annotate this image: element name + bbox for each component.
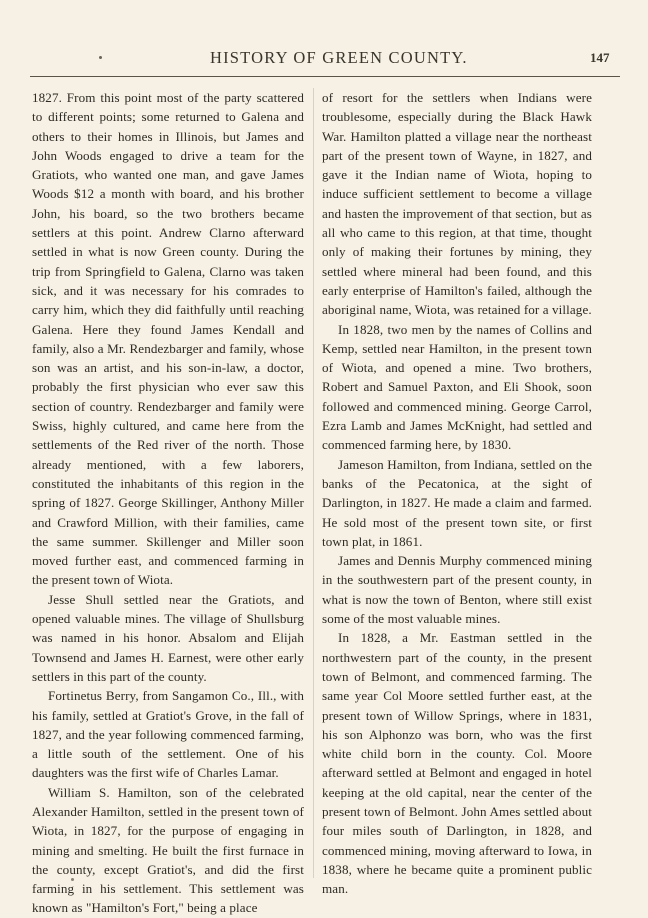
ink-speck	[71, 878, 74, 881]
paragraph: In 1828, two men by the names of Collins and Kemp, settled near Hamilton, in the present town of Wiota, and opened a mine. Two brothers, Robert and Samuel Paxton, and Eli Shook, soon followed and commenced mining. George Carrol, Ezra Lamb and James McKnight, had settled and commenced farming here, by 1830.	[322, 321, 592, 453]
page-title: HISTORY OF GREEN COUNTY.	[210, 48, 468, 67]
paragraph: of resort for the settlers when Indians were troublesome, especially during the Black Hawk War. Hamilton platted a village near the northeast part of the present town of Wayne, in 1827, and gave it the Indian name of Wiota, hoping to induce sufficient settlement to become a village and hasten the improvement of that section, but as all who came to this region, at that time, thought only of making their fortunes by mining, they settled where mineral had been found, and this early enterprise of Hamilton's failed, although the aboriginal name, Wiota, was retained for a village.	[322, 90, 592, 318]
right-column	[322, 88, 592, 898]
paragraph: Fortinetus Berry, from Sangamon Co., Ill., with his family, settled at Gratiot's Grove, in the fall of 1827, and the year following commenced farming, a little south of the settlement. One of his daughters was the first wife of Charles Lamar.	[32, 688, 304, 781]
header-rule	[30, 76, 620, 77]
paragraph: Jameson Hamilton, from Indiana, settled on the banks of the Pecatonica, at the sight of Darlington, in 1827. He made a claim and farmed. He sold most of the present town site, or first town plat, in 1861.	[322, 456, 592, 549]
ink-speck	[99, 56, 102, 59]
left-column	[32, 88, 304, 918]
page-number: 147	[590, 50, 610, 65]
paragraph: 1827. From this point most of the party scattered to different points; some returned to Galena and others to their homes in Illinois, but James and John Woods engaged to drive a team for the Gratiots, who wanted one man, and gave James Woods $12 a month with board, and his brother John, his board, so the two brothers became settlers at this point. Andrew Clarno afterward settled in what is now Green county. During the trip from Springfield to Galena, Clarno was taken sick, and it was necessary for his comrades to carry him, which they did faithfully until reaching Galena. Here they found James Kendall and family, also a Mr. Rendezbarger and family, whose son was an artist, and his son-in-law, a doctor, probably the first physician who ever saw this section of country. Rendezbarger and family were Swiss, highly cultured, and came here from the settlements of the Red river of the north. Those already mentioned, with a few laborers, constituted the inhabitants of this region in the spring of 1827. George Skillinger, Anthony Miller and Crawford Million, with their families, came the same summer. Skillenger and Miller soon moved further east, and commenced farming in the present town of Wiota.	[32, 90, 304, 588]
column-divider	[313, 88, 314, 878]
running-head	[0, 44, 648, 68]
paragraph: William S. Hamilton, son of the celebrated Alexander Hamilton, settled in the present town of Wiota, in 1827, for the purpose of engaging in mining and smelting. He built the first furnace in the county, except Gratiot's, and did the first farming in his settlement. This settlement was known as "Hamilton's Fort," being a place	[32, 784, 304, 916]
paragraph: James and Dennis Murphy commenced mining in the southwestern part of the present county, in what is now the town of Benton, where still exist some of the most valuable mines.	[322, 553, 592, 627]
paragraph: Jesse Shull settled near the Gratiots, and opened valuable mines. The village of Shullsburg was named in his honor. Absalom and Elijah Townsend and James H. Earnest, were other early settlers in this part of the county.	[32, 591, 304, 684]
paragraph: In 1828, a Mr. Eastman settled in the northwestern part of the county, in the present town of Belmont, and commenced farming. The same year Col Moore settled further east, at the present town of Willow Springs, where in 1831, his son Alphonzo was born, who was the first white child born in the county. Col. Moore afterward settled at Belmont and engaged in hotel keeping at the old capital, near the center of the present town of Belmont. John Ames settled about four miles south of Darlington, in 1828, and commenced mining, moving afterward to Iowa, in 1838, where he became quite a prominent public man.	[322, 630, 592, 897]
